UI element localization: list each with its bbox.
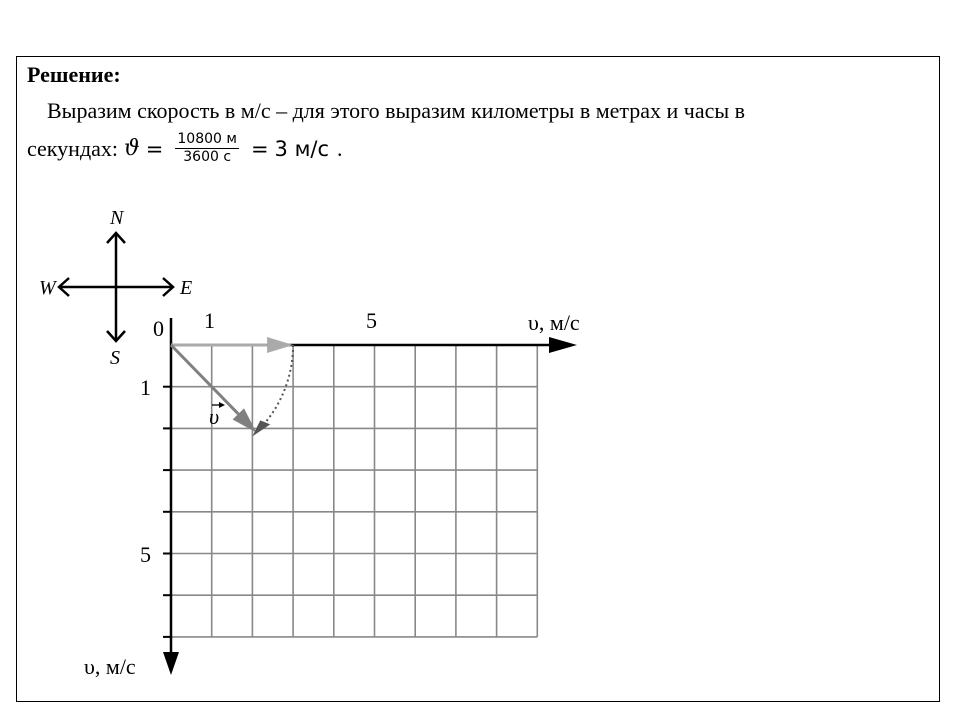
vector-label-overarrow-head <box>219 402 225 408</box>
solution-text-line-1: Выразим скорость в м/с – для этого выразим километры в метрах и часы в <box>47 98 746 123</box>
origin-label: 0 <box>153 316 164 341</box>
trailing-period: . <box>337 135 343 161</box>
equals-sign-1: = <box>145 136 164 161</box>
velocity-grid <box>163 345 537 637</box>
compass-south-label: S <box>110 347 120 369</box>
x-axis-arrowhead <box>549 337 577 353</box>
axes <box>163 318 577 675</box>
vector-v-label <box>209 402 225 429</box>
compass <box>39 207 192 369</box>
x-tick-label-5: 5 <box>366 308 377 333</box>
fraction-denominator: 3600 с <box>183 149 232 165</box>
rotated-velocity-vector-head <box>267 337 293 353</box>
y-tick-label-1: 1 <box>140 375 151 400</box>
y-axis-arrowhead <box>163 652 179 675</box>
vector-label-text: υ <box>209 404 220 429</box>
compass-north-label: N <box>110 207 124 229</box>
y-axis-label: υ, м/с <box>84 654 136 679</box>
solution-heading: Решение: <box>27 62 121 87</box>
y-tick-label-5: 5 <box>140 542 151 567</box>
compass-west-label: W <box>39 277 56 299</box>
velocity-vector <box>171 345 238 414</box>
equals-sign-2: = <box>250 136 269 161</box>
compass-east-label: E <box>180 277 193 299</box>
rotation-arc <box>256 345 293 432</box>
line2-prefix: секундах: <box>27 135 119 161</box>
x-tick-label-1: 1 <box>204 308 215 333</box>
fraction-numerator: 10800 м <box>177 131 237 147</box>
velocity-symbol: ϑ <box>124 136 140 161</box>
velocity-result: 3 м/с <box>274 136 330 161</box>
x-axis-label: υ, м/с <box>528 310 580 335</box>
